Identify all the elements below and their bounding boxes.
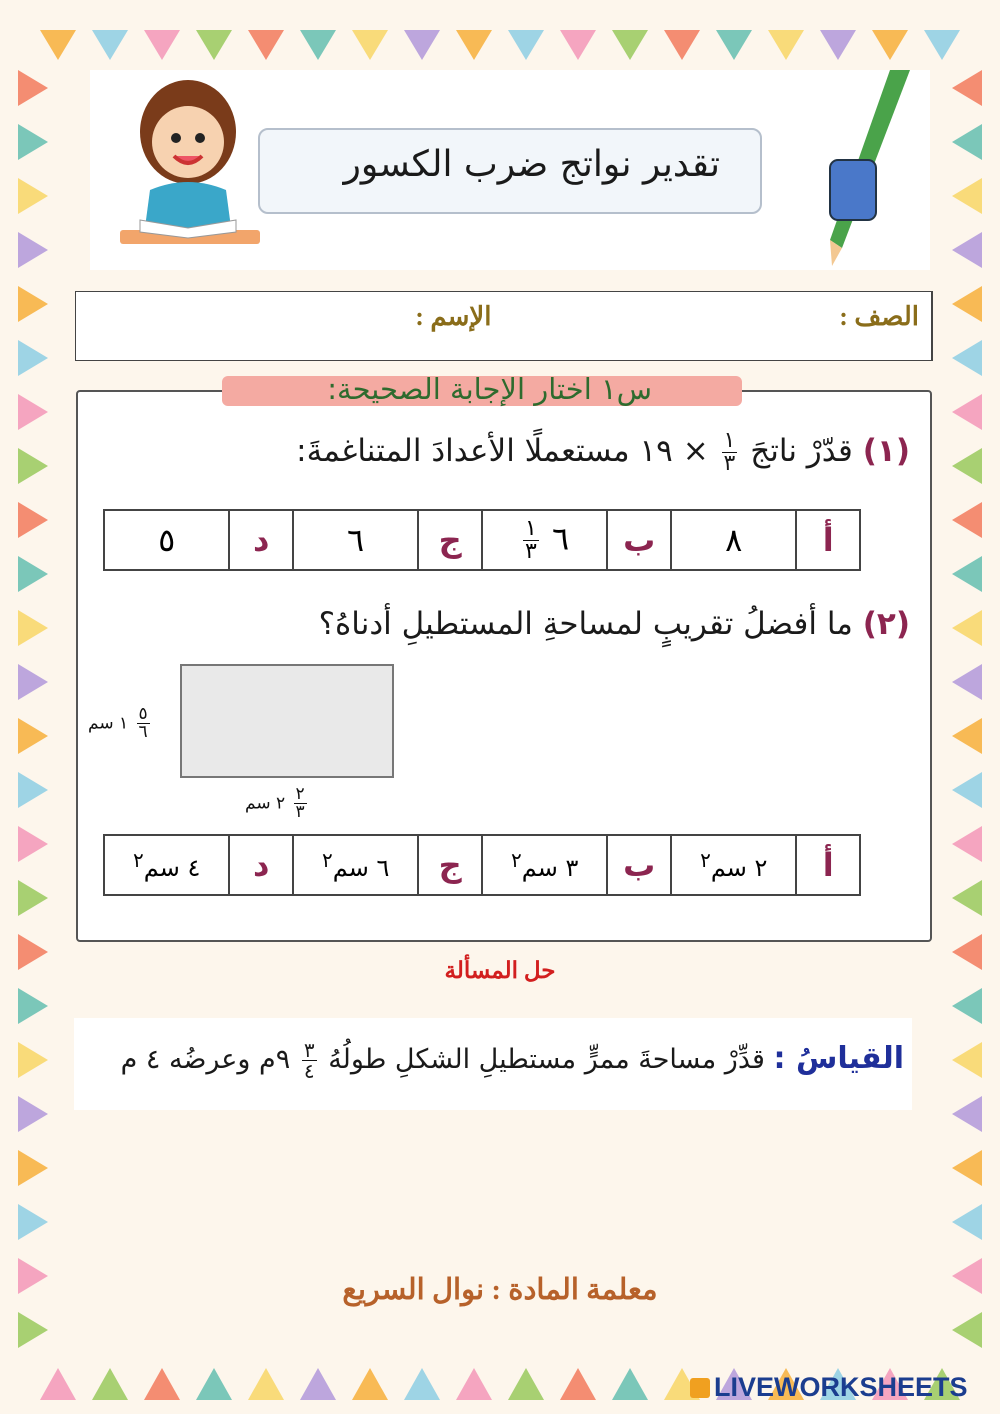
measurement-text-after: ٩م وعرضُه ٤ م: [120, 1044, 291, 1075]
border-triangle: [952, 934, 982, 970]
border-triangle: [18, 448, 48, 484]
liveworksheets-logo-icon: [690, 1378, 710, 1398]
border-triangle: [40, 30, 76, 60]
border-triangle: [40, 1368, 76, 1400]
q1-option-a-value[interactable]: ٨: [671, 510, 796, 570]
border-triangle: [196, 1368, 232, 1400]
border-triangle: [248, 30, 284, 60]
question-1-text-before: قدّرْ ناتجَ: [750, 433, 853, 469]
border-triangle: [18, 718, 48, 754]
border-triangle: [404, 30, 440, 60]
q1-option-d-value[interactable]: ٥: [104, 510, 229, 570]
q1-option-b-letter[interactable]: ب: [607, 510, 671, 570]
border-triangle: [18, 1258, 48, 1294]
class-label: الصف :: [839, 302, 919, 331]
question-1-options: [103, 509, 861, 571]
border-triangle: [18, 502, 48, 538]
student-info-table: [75, 291, 933, 361]
border-triangle: [560, 1368, 596, 1400]
border-triangle: [952, 340, 982, 376]
liveworksheets-watermark: LIVEWORKSHEETS: [690, 1372, 968, 1403]
border-triangle: [560, 30, 596, 60]
border-triangle: [144, 1368, 180, 1400]
border-triangle: [404, 1368, 440, 1400]
q2-option-b-letter[interactable]: ب: [607, 835, 671, 895]
girl-reading-illustration: [110, 70, 280, 270]
q1-option-d-letter[interactable]: د: [229, 510, 293, 570]
border-triangle: [716, 30, 752, 60]
border-triangle: [18, 286, 48, 322]
border-triangle: [196, 30, 232, 60]
question-1-number: (١): [862, 433, 910, 469]
border-triangle: [952, 286, 982, 322]
q1-option-a-letter[interactable]: أ: [796, 510, 860, 570]
border-triangle: [952, 1096, 982, 1132]
name-label: الإسم :: [415, 302, 492, 331]
question-1-text-after: × ١٩ مستعملًا الأعدادَ المتناغمةَ:: [296, 433, 709, 469]
question-2-text: ما أفضلُ تقريبٍ لمساحةِ المستطيلِ أدناهُ؟: [318, 606, 853, 642]
rectangle-figure: [180, 664, 394, 778]
border-triangle: [952, 1312, 982, 1348]
measurement-label: القياسُ :: [773, 1041, 904, 1076]
q2-option-d-value[interactable]: ٤ سم$^٢$: [104, 835, 229, 895]
class-cell[interactable]: [504, 292, 933, 360]
border-triangle: [92, 30, 128, 60]
border-triangle: [352, 1368, 388, 1400]
border-triangle: [952, 502, 982, 538]
rectangle-width-label: ٢ ٣ ٢ سم: [245, 784, 305, 822]
q2-option-b-value[interactable]: ٣ سم$^٢$: [482, 835, 607, 895]
border-triangle: [952, 1258, 982, 1294]
border-triangle: [18, 880, 48, 916]
border-triangle: [952, 556, 982, 592]
border-triangle: [952, 880, 982, 916]
border-triangle: [952, 448, 982, 484]
measurement-problem: [82, 1040, 904, 1081]
border-triangle: [952, 610, 982, 646]
border-triangle: [952, 772, 982, 808]
border-triangle: [352, 30, 388, 60]
border-triangle: [456, 1368, 492, 1400]
border-triangle: [18, 1150, 48, 1186]
q1-option-c-letter[interactable]: ج: [418, 510, 482, 570]
border-triangle: [18, 664, 48, 700]
border-triangle: [952, 124, 982, 160]
border-triangle: [612, 1368, 648, 1400]
border-triangle: [18, 556, 48, 592]
border-triangle: [18, 70, 48, 106]
border-triangle: [924, 30, 960, 60]
border-triangle: [952, 988, 982, 1024]
border-triangle: [664, 30, 700, 60]
q1-option-c-value[interactable]: ٦: [293, 510, 418, 570]
border-triangle: [952, 70, 982, 106]
border-triangle: [952, 1042, 982, 1078]
border-triangle: [300, 30, 336, 60]
border-triangle: [18, 1042, 48, 1078]
border-triangle: [952, 718, 982, 754]
question-2: [200, 606, 910, 642]
border-triangle: [248, 1368, 284, 1400]
border-triangle: [952, 232, 982, 268]
border-triangle: [92, 1368, 128, 1400]
question-2-options: [103, 834, 861, 896]
border-triangle: [872, 30, 908, 60]
section-heading: س١ اختار الإجابة الصحيحة:: [327, 372, 652, 406]
question-1: [200, 430, 910, 475]
question-1-fraction: ١ ٣: [723, 428, 736, 476]
border-triangle: [820, 30, 856, 60]
border-triangle: [18, 610, 48, 646]
border-triangle: [612, 30, 648, 60]
border-triangle: [768, 30, 804, 60]
border-triangle: [456, 30, 492, 60]
border-triangle: [952, 1204, 982, 1240]
pencil-illustration: [810, 70, 930, 270]
border-triangle: [18, 394, 48, 430]
border-triangle: [952, 178, 982, 214]
border-triangle: [952, 1150, 982, 1186]
q2-option-d-letter[interactable]: د: [229, 835, 293, 895]
border-triangle: [508, 1368, 544, 1400]
border-triangle: [18, 232, 48, 268]
question-2-number: (٢): [862, 606, 910, 642]
border-triangle: [300, 1368, 336, 1400]
border-triangle: [18, 826, 48, 862]
border-triangle: [952, 664, 982, 700]
q2-option-c-letter[interactable]: ج: [418, 835, 482, 895]
border-triangle: [952, 826, 982, 862]
border-triangle: [18, 934, 48, 970]
border-triangle: [18, 772, 48, 808]
rectangle-height-label: ٥ ٦ ١ سم: [88, 704, 148, 742]
measurement-fraction: ٣ ٤: [303, 1038, 315, 1083]
q1-option-b-value[interactable]: ٦ ١ ٣: [482, 510, 607, 570]
border-triangle: [18, 988, 48, 1024]
name-cell[interactable]: [76, 292, 504, 360]
border-triangle: [952, 394, 982, 430]
border-triangle: [508, 30, 544, 60]
border-triangle: [18, 340, 48, 376]
border-triangle: [18, 178, 48, 214]
q2-option-a-letter[interactable]: أ: [796, 835, 860, 895]
q2-option-a-value[interactable]: ٢ سم$^٢$: [671, 835, 796, 895]
border-triangle: [144, 30, 180, 60]
page-title: تقدير نواتج ضرب الكسور: [343, 144, 720, 185]
q2-option-c-value[interactable]: ٦ سم$^٢$: [293, 835, 418, 895]
teacher-name: معلمة المادة : نوال السريع: [342, 1274, 658, 1306]
border-triangle: [18, 1096, 48, 1132]
border-triangle: [18, 1312, 48, 1348]
measurement-text-before: قدِّرْ مساحةَ ممرٍّ مستطيلِ الشكلِ طولُهُ: [328, 1044, 765, 1075]
border-triangle: [18, 1204, 48, 1240]
border-triangle: [18, 124, 48, 160]
solution-label: حل المسألة: [444, 958, 556, 983]
